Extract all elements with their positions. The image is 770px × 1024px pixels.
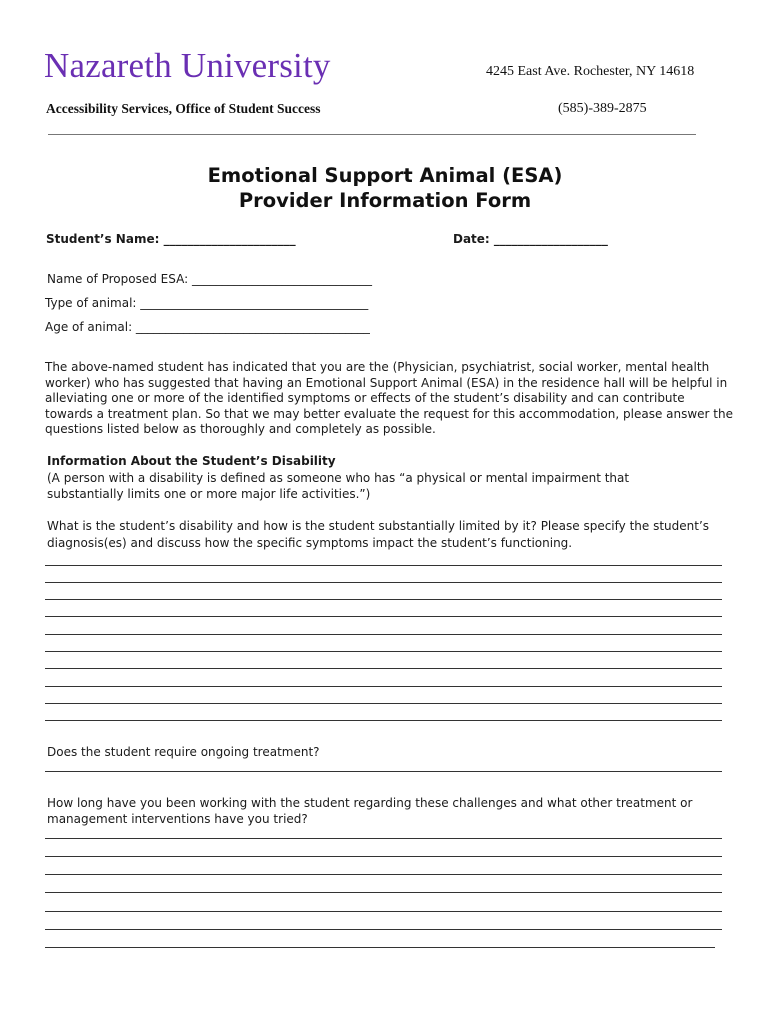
department-name: Accessibility Services, Office of Student Success xyxy=(46,101,321,116)
answer-line[interactable] xyxy=(45,771,722,772)
question-treatment-history: How long have you been working with the student regarding these challenges and what other treatment or management interventions have you tried? xyxy=(47,796,693,826)
disability-definition: (A person with a disability is defined as someone who has “a physical or mental impairment that substantially limits one or more major life activities.”) xyxy=(47,471,630,501)
answer-line[interactable] xyxy=(45,703,722,704)
answer-line[interactable] xyxy=(45,668,722,669)
answer-line[interactable] xyxy=(45,856,722,857)
question-ongoing-treatment: Does the student require ongoing treatment? xyxy=(47,745,320,759)
answer-line[interactable] xyxy=(45,720,722,721)
university-name: Nazareth University xyxy=(44,46,331,85)
header-divider xyxy=(48,134,696,135)
answer-line[interactable] xyxy=(45,599,722,600)
answer-line[interactable] xyxy=(45,874,722,875)
answer-line[interactable] xyxy=(45,616,722,617)
animal-age-field[interactable]: Age of animal: _______________________________________ xyxy=(45,320,370,334)
question-disability: What is the student’s disability and how is the student substantially limited by it? Please specify the student’s diagnosis(es) and discuss how the specific symptoms impact the student’s functioning. xyxy=(47,519,710,550)
form-title-line-2: Provider Information Form xyxy=(238,189,532,212)
answer-line[interactable] xyxy=(45,911,722,912)
form-title-line-1: Emotional Support Animal (ESA) xyxy=(207,164,563,187)
student-name-field[interactable]: Student’s Name: ______________________ xyxy=(46,232,296,246)
date-field[interactable]: Date: ___________________ xyxy=(453,232,608,246)
university-address: 4245 East Ave. Rochester, NY 14618 xyxy=(486,64,695,79)
answer-line[interactable] xyxy=(45,892,722,893)
answer-line[interactable] xyxy=(45,929,722,930)
esa-name-field[interactable]: Name of Proposed ESA: ______________________________ xyxy=(47,272,372,286)
answer-line[interactable] xyxy=(45,838,722,839)
answer-line[interactable] xyxy=(45,651,722,652)
animal-type-field[interactable]: Type of animal: ______________________________________ xyxy=(45,296,369,310)
answer-line[interactable] xyxy=(45,634,722,635)
answer-line[interactable] xyxy=(45,565,722,566)
answer-line[interactable] xyxy=(45,686,722,687)
answer-line[interactable] xyxy=(45,582,722,583)
answer-line[interactable] xyxy=(45,947,715,948)
intro-paragraph: The above-named student has indicated that you are the (Physician, psychiatrist, social worker, mental health worker) who has suggested that having an Emotional Support Animal (ESA) in the residence hall will be helpful in alleviating one or more of the identified symptoms or effects of the student’s disability and can contribute towards a treatment plan. So that we may better evaluate the request for this accommodation, please answer the questions listed below as thoroughly and completely as possible. xyxy=(45,360,733,436)
phone-number: (585)-389-2875 xyxy=(558,101,647,116)
disability-heading: Information About the Student’s Disability xyxy=(47,454,336,468)
